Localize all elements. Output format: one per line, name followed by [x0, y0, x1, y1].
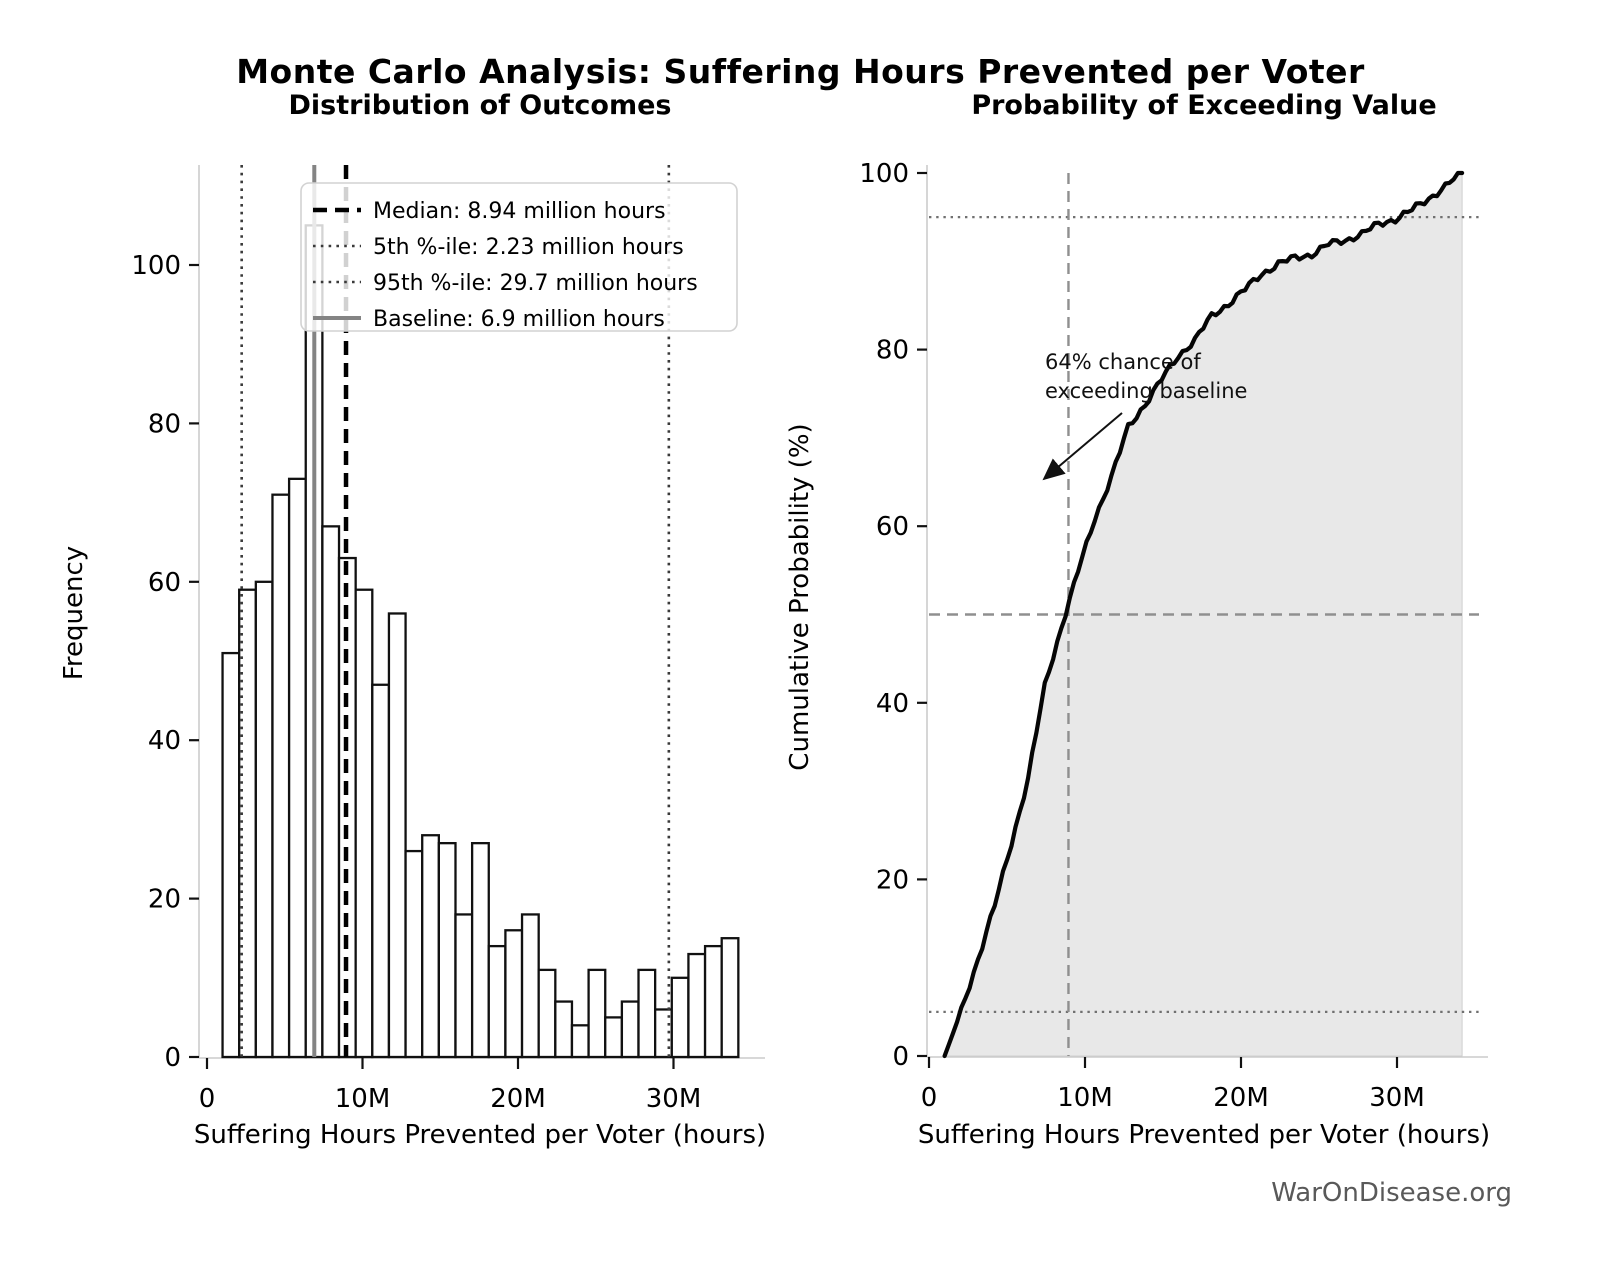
histogram-bar — [455, 914, 472, 1057]
histogram-bar — [489, 946, 506, 1057]
histogram-bar — [422, 835, 439, 1057]
histogram-bar — [705, 946, 722, 1057]
legend-item-label: 95th %-ile: 29.7 million hours — [373, 271, 698, 296]
histogram-bar — [239, 590, 256, 1057]
cdf-ylabel: Cumulative Probability (%) — [785, 423, 815, 771]
x-tick-label: 20M — [490, 1084, 546, 1114]
histogram-bar — [672, 978, 689, 1057]
histogram-bar — [688, 954, 705, 1057]
histogram-bar — [223, 653, 240, 1057]
histogram-bar — [272, 495, 289, 1057]
y-tick-label: 100 — [859, 159, 909, 189]
histogram-bar — [539, 970, 556, 1057]
histogram-bar — [356, 590, 373, 1057]
histogram-bar — [722, 938, 739, 1057]
histogram-bar — [406, 851, 423, 1057]
histogram-bar — [639, 970, 656, 1057]
histogram-bar — [505, 930, 522, 1057]
page-title: Monte Carlo Analysis: Suffering Hours Prevented per Voter — [236, 52, 1365, 91]
annotation-text: 64% chance of — [1045, 350, 1201, 374]
x-tick-label: 30M — [645, 1084, 702, 1114]
y-tick-label: 20 — [147, 884, 181, 915]
cdf-title: Probability of Exceeding Value — [971, 90, 1437, 121]
y-tick-label: 0 — [892, 1042, 909, 1072]
x-tick-label: 0 — [198, 1084, 216, 1114]
histogram-bar — [572, 1025, 589, 1057]
y-tick-label: 60 — [875, 512, 909, 543]
histogram-bar — [472, 843, 489, 1057]
y-tick-label: 40 — [875, 688, 909, 719]
histogram-bars — [223, 225, 739, 1057]
cdf-xlabel: Suffering Hours Prevented per Voter (hours) — [917, 1120, 1491, 1150]
x-tick-label: 0 — [920, 1083, 938, 1113]
watermark: WarOnDisease.org — [1271, 1178, 1512, 1208]
histogram-xlabel: Suffering Hours Prevented per Voter (hours) — [193, 1120, 767, 1150]
histogram-bar — [439, 843, 456, 1057]
x-tick-label: 10M — [334, 1084, 391, 1114]
y-tick-label: 100 — [131, 251, 181, 281]
legend-item-label: Baseline: 6.9 million hours — [373, 307, 665, 332]
y-tick-label: 0 — [164, 1043, 181, 1073]
x-tick-label: 10M — [1057, 1083, 1113, 1113]
annotation-text: exceeding baseline — [1045, 379, 1248, 403]
x-tick-label: 20M — [1213, 1083, 1269, 1113]
histogram-bar — [389, 613, 406, 1057]
histogram-ylabel: Frequency — [59, 545, 89, 681]
legend-item-label: 5th %-ile: 2.23 million hours — [373, 235, 684, 260]
annotation-arrow — [1044, 413, 1122, 479]
histogram-bar — [522, 914, 539, 1057]
histogram-bar — [555, 1002, 572, 1057]
y-tick-label: 60 — [147, 567, 181, 598]
histogram-title: Distribution of Outcomes — [288, 90, 672, 121]
y-tick-label: 40 — [147, 726, 181, 757]
y-tick-label: 80 — [875, 335, 909, 366]
legend-item-label: Median: 8.94 million hours — [373, 199, 666, 224]
histogram-bar — [289, 479, 306, 1057]
cdf-plot — [859, 159, 1488, 1113]
legend — [301, 183, 737, 332]
x-tick-label: 30M — [1369, 1083, 1425, 1113]
y-tick-label: 80 — [147, 409, 181, 440]
histogram-bar — [622, 1002, 639, 1057]
histogram-bar — [605, 1017, 622, 1057]
histogram-bar — [256, 582, 273, 1057]
histogram-bar — [589, 970, 606, 1057]
y-tick-label: 20 — [875, 865, 909, 896]
histogram-bar — [372, 685, 389, 1057]
histogram-plot — [131, 165, 765, 1114]
histogram-bar — [322, 526, 339, 1057]
